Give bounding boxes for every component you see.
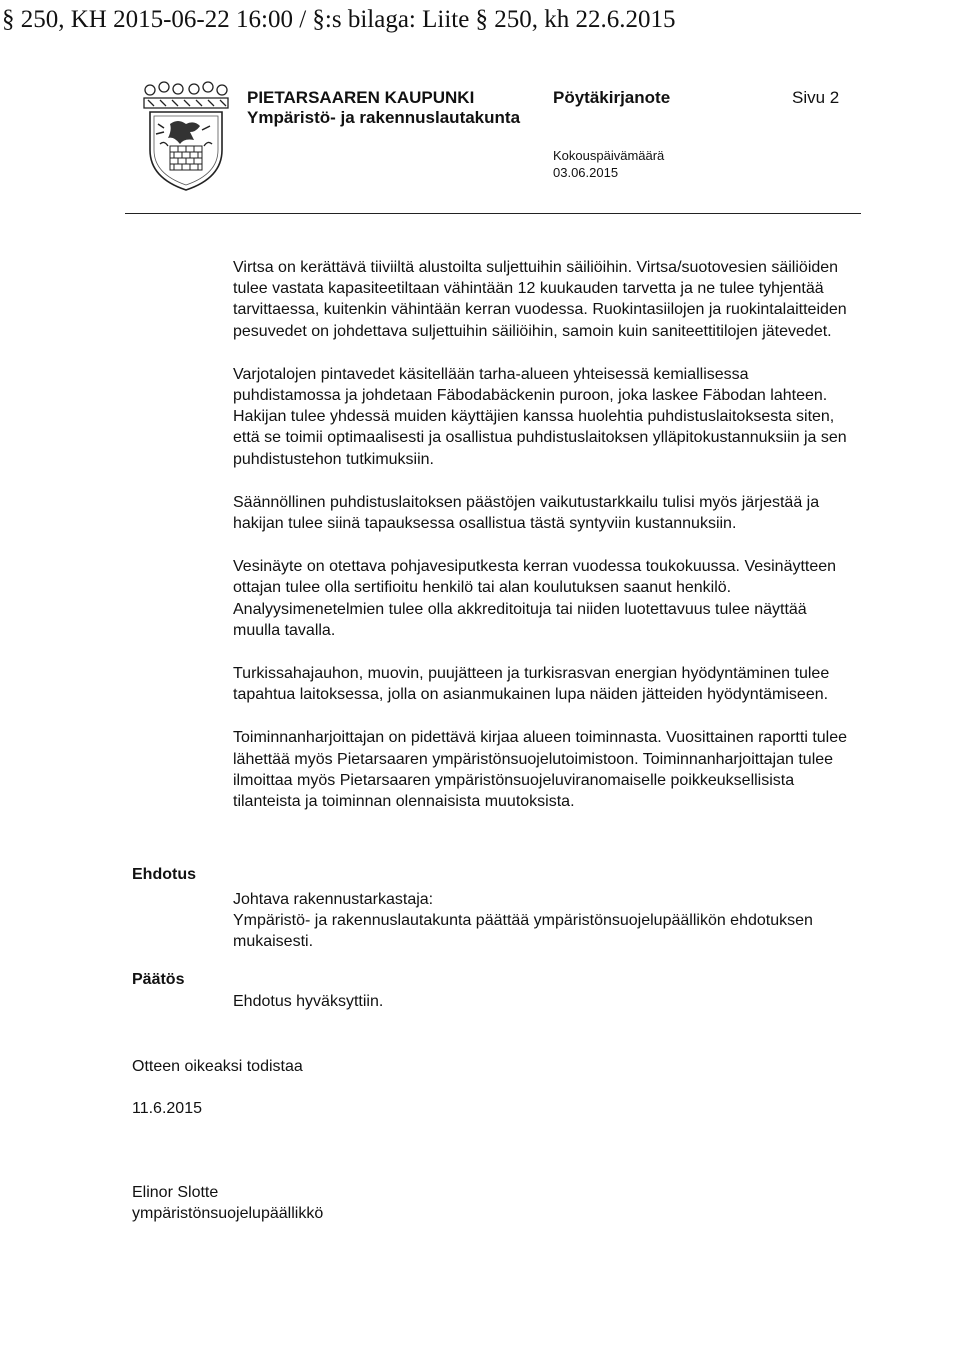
meeting-date-label: Kokouspäivämäärä	[553, 148, 665, 163]
decision-body	[233, 257, 858, 834]
document-type: Pöytäkirjanote	[553, 88, 671, 107]
decision-label: Päätös	[132, 971, 185, 988]
committee-name: Ympäristö- ja rakennuslautakunta	[247, 108, 521, 127]
proposal-text	[233, 889, 858, 953]
decision-text: Ehdotus hyväksyttiin.	[233, 993, 384, 1010]
body-paragraph: Toiminnanharjoittajan on pidettävä kirjaa alueen toiminnasta. Vuosittainen raportti tulee lähettää myös Pietarsaaren ympäristönsuojelutoimistoon. Toiminnanharjoittajan tulee ilmoittaa myös Pietarsaaren ympäristönsuojeluviranomaiselle poikkeuksellisista tilanteista ja toiminnan olennaisista muutoksista.	[233, 729, 848, 811]
signature-block	[132, 1182, 323, 1224]
organization-name: PIETARSAAREN KAUPUNKI	[247, 88, 475, 107]
body-paragraph: Säännöllinen puhdistuslaitoksen päästöjen vaikutustarkkailu tulisi myös järjestää ja hakijan tulee siinä tapauksessa osallistua tästä syntyviin kustannuksiin.	[233, 493, 820, 533]
page-number: Sivu 2	[792, 88, 840, 107]
body-paragraph: Varjotalojen pintavedet käsitellään tarha-alueen yhteisessä kemiallisessa puhdistamossa ja johdetaan Fäbodabäckenin puroon, joka laskee Fäbodan lahteen. Hakijan tulee yhdessä muiden käyttäjien kanssa huolehtia puhdistuslaitoksesta siten, että se toimii optimaalisesti ja osallistua puhdistuslaitoksen ylläpitokustannuksiin ja sen puhdistustehon tutkimuksiin.	[233, 365, 847, 468]
signer-name: Elinor Slotte	[132, 1184, 219, 1201]
header-divider	[125, 213, 861, 214]
proposal-presenter: Johtava rakennustarkastaja:	[233, 891, 434, 908]
signer-title: ympäristönsuojelupäällikkö	[132, 1205, 324, 1223]
body-paragraph: Virtsa on kerättävä tiiviiltä alustoilta suljettuihin säiliöihin. Virtsa/suotovesien säiliöiden tulee vastata kapasiteetiltaan vähintään 12 kuukauden tarvetta ja ne tulee tyhjentää tarvittaessa, kuitenkin vähintään kerran vuodessa. Ruokintasiilojen ja ruokintalaitteiden pesuvedet on johdettava suljettuihin säiliöihin, samoin kuin saniteettitilojen jätevedet.	[233, 259, 847, 340]
city-coat-of-arms-icon	[140, 80, 232, 192]
proposal-label: Ehdotus	[132, 866, 196, 883]
body-paragraph: Vesinäyte on otettava pohjavesiputkesta kerran vuodessa toukokuussa. Vesinäytteen ottajan tulee olla sertifioitu henkilö tai alan koulutuksen saanut henkilö. Analyysimenetelmien tulee olla akkreditoituja tai niiden luotettavuus tulee näyttää muulla tavalla.	[233, 558, 837, 639]
certification-text: Otteen oikeaksi todistaa	[132, 1058, 303, 1075]
meeting-date-value: 03.06.2015	[553, 165, 619, 180]
certification-date: 11.6.2015	[132, 1100, 202, 1117]
body-paragraph: Turkissahajauhon, muovin, puujätteen ja turkisrasvan energian hyödyntäminen tulee tapahtua laitoksessa, jolla on asianmukainen lupa näiden jätteiden hyödyntämiseen.	[233, 665, 830, 704]
document-banner: § 250, KH 2015-06-22 16:00 / §:s bilaga: Liite § 250, kh 22.6.2015	[2, 6, 676, 33]
proposal-content: Ympäristö- ja rakennuslautakunta päättää ympäristönsuojelupäällikön ehdotuksen mukaisesti.	[233, 912, 813, 951]
